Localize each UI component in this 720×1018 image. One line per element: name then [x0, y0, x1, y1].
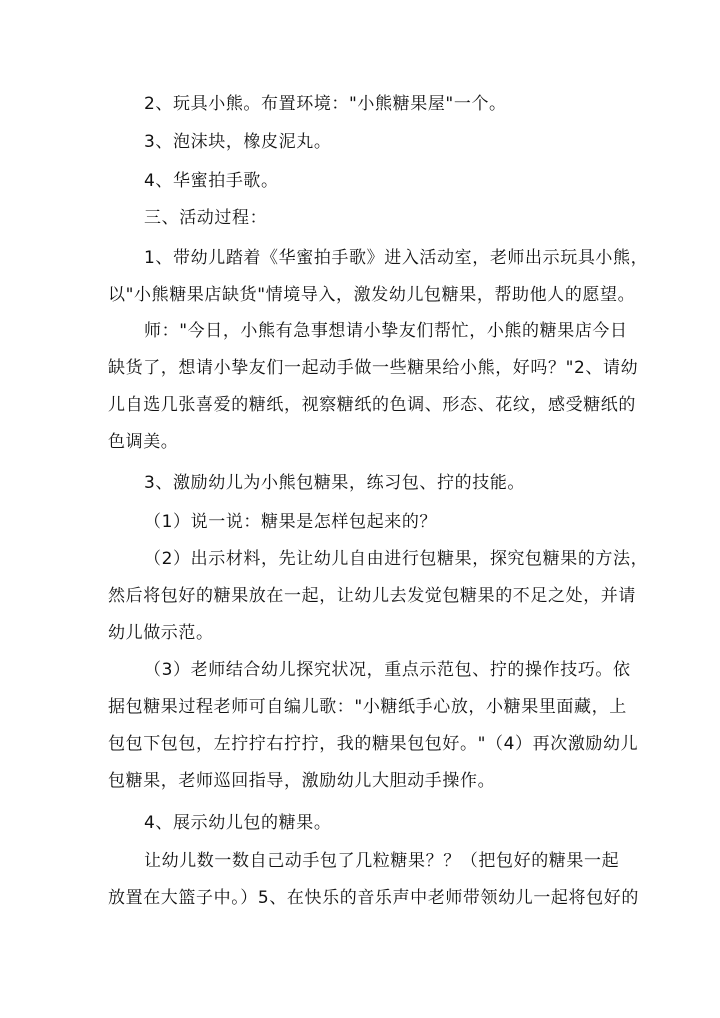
text-line: （3）老师结合幼儿探究状况，重点示范包、拧的操作技巧。依 — [144, 660, 631, 680]
paragraph-sub-1 — [108, 504, 616, 541]
paragraph-item-4 — [108, 163, 616, 200]
paragraph-teacher-speech — [108, 313, 639, 461]
text-line: 幼儿做示范。 — [108, 623, 214, 643]
text-line: 放置在大篮子中。）5、在快乐的音乐声中老师带领幼儿一起将包好的 — [108, 888, 639, 908]
paragraph-counting — [108, 843, 639, 917]
text-line: 儿自选几张喜爱的糖纸，视察糖纸的色调、形态、花纹，感受糖纸的 — [108, 395, 636, 415]
text-line: 1、带幼儿踏着《华蜜拍手歌》进入活动室，老师出示玩具小熊， — [144, 248, 649, 268]
text-line: 以"小熊糖果店缺货"情境导入，激发幼儿包糖果，帮助他人的愿望。 — [108, 285, 636, 305]
paragraph-step-3 — [108, 465, 616, 502]
text-line: 让幼儿数一数自己动手包了几粒糖果？？（把包好的糖果一起 — [144, 851, 620, 871]
text-line: 4、展示幼儿包的糖果。 — [144, 813, 332, 833]
text-line: 包包下包包，左拧拧右拧拧，我的糖果包包好。"（4）再次激励幼儿 — [108, 734, 639, 754]
text-line: 2、玩具小熊。布置环境："小熊糖果屋"一个。 — [144, 94, 507, 114]
paragraph-step-4 — [108, 805, 616, 842]
paragraph-sub-3 — [108, 652, 639, 800]
text-line: （2）出示材料，先让幼儿自由进行包糖果，探究包糖果的方法， — [144, 549, 649, 569]
paragraph-step-1 — [108, 240, 649, 314]
text-line: 4、华蜜拍手歌。 — [144, 171, 279, 191]
text-line: 三、活动过程： — [144, 208, 268, 228]
text-line: 然后将包好的糖果放在一起，让幼儿去发觉包糖果的不足之处，并请 — [108, 586, 636, 606]
section-heading — [108, 200, 616, 237]
text-line: （1）说一说：糖果是怎样包起来的？ — [144, 512, 438, 532]
text-line: 据包糖果过程老师可自编儿歌："小糖纸手心放，小糖果里面藏，上 — [108, 697, 627, 717]
paragraph-sub-2 — [108, 541, 649, 652]
text-line: 3、泡沫块，橡皮泥丸。 — [144, 132, 332, 152]
paragraph-item-2 — [108, 86, 616, 123]
text-line: 包糖果，老师巡回指导，激励幼儿大胆动手操作。 — [108, 771, 496, 791]
text-line: 师："今日，小熊有急事想请小挚友们帮忙，小熊的糖果店今日 — [144, 321, 628, 341]
text-line: 色调美。 — [108, 432, 179, 452]
text-line: 缺货了，想请小挚友们一起动手做一些糖果给小熊，好吗？"2、请幼 — [108, 358, 639, 378]
text-line: 3、激励幼儿为小熊包糖果，练习包、拧的技能。 — [144, 473, 526, 493]
paragraph-item-3 — [108, 124, 616, 161]
